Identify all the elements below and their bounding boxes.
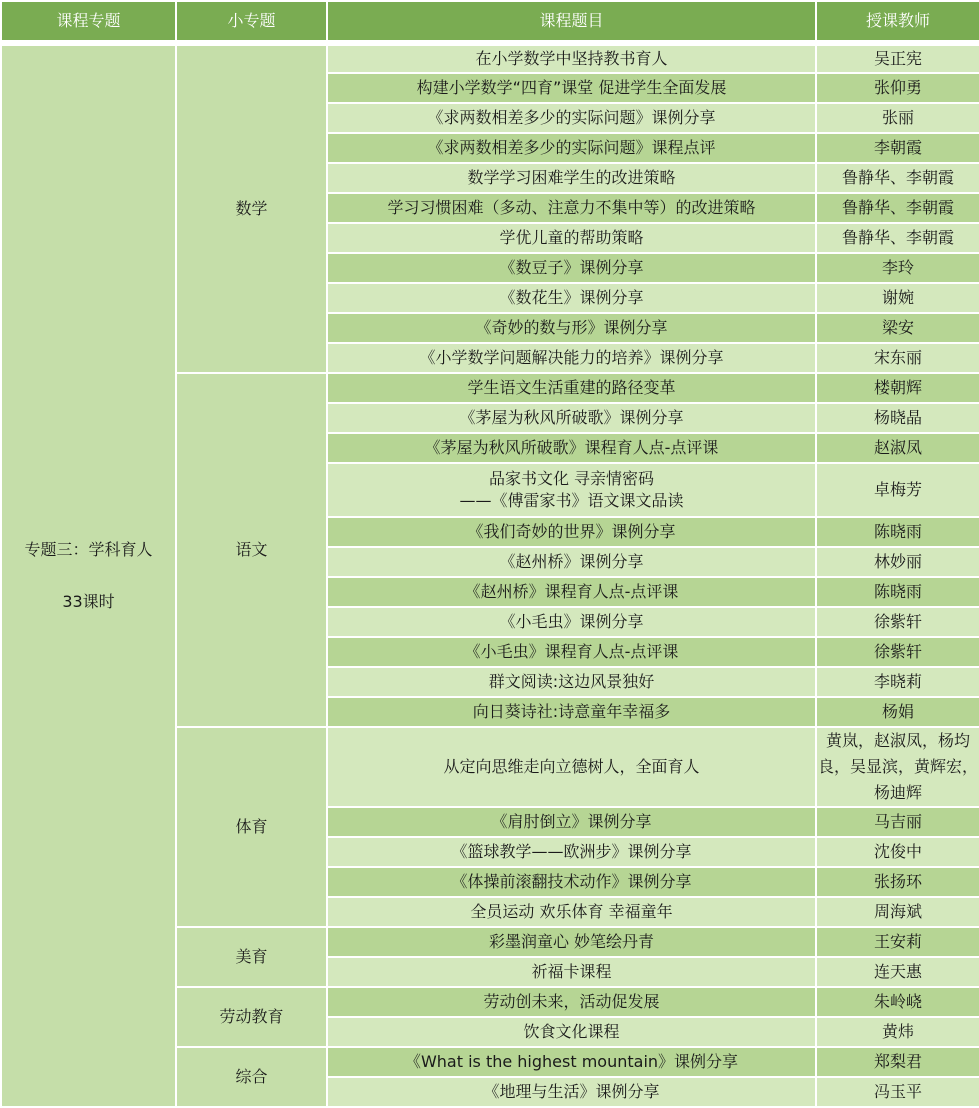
teacher-cell: 宋东丽	[816, 343, 979, 373]
teacher-cell: 杨晓晶	[816, 403, 979, 433]
course-title: 《篮球教学——欧洲步》课例分享	[451, 842, 692, 861]
course-title: 《数豆子》课例分享	[499, 258, 644, 277]
course-title-cell	[327, 607, 816, 637]
course-title-line2: ——《傅雷家书》语文课文品读	[459, 491, 684, 510]
teacher-cell: 张丽	[816, 103, 979, 133]
course-title-cell	[327, 837, 816, 867]
course-title-cell	[327, 637, 816, 667]
course-title-cell	[327, 697, 816, 727]
teacher-cell: 徐紫轩	[816, 637, 979, 667]
course-title-cell	[327, 463, 816, 517]
course-title-cell	[327, 867, 816, 897]
teacher-cell: 李玲	[816, 253, 979, 283]
teacher-cell: 郑梨君	[816, 1047, 979, 1077]
teacher-cell: 林妙丽	[816, 547, 979, 577]
course-title-cell	[327, 403, 816, 433]
course-title-cell	[327, 73, 816, 103]
teacher-cell: 李晓莉	[816, 667, 979, 697]
teacher-cell: 楼朝辉	[816, 373, 979, 403]
course-title-cell	[327, 373, 816, 403]
course-title-cell	[327, 163, 816, 193]
course-title: 《小毛虫》课程育人点-点评课	[464, 642, 679, 661]
course-title-cell	[327, 987, 816, 1017]
teacher-cell: 黄岚，赵淑凤，杨均良，吴显滨，黄辉宏，杨迪辉	[816, 727, 979, 807]
course-title: 《求两数相差多少的实际问题》课例分享	[427, 108, 716, 127]
course-title: 《数花生》课例分享	[499, 288, 644, 307]
course-title-cell	[327, 547, 816, 577]
teacher-cell: 陈晓雨	[816, 577, 979, 607]
course-title: 《体操前滚翻技术动作》课例分享	[451, 872, 692, 891]
course-title-cell	[327, 927, 816, 957]
course-title-cell	[327, 433, 816, 463]
course-title-cell	[327, 1077, 816, 1107]
course-title: 向日葵诗社:诗意童年幸福多	[472, 702, 671, 721]
course-title-cell	[327, 283, 816, 313]
course-title: 品家书文化 寻亲情密码	[488, 469, 655, 488]
subtopic-cell: 数学	[176, 43, 327, 373]
course-title-cell	[327, 103, 816, 133]
header-title: 课程题目	[327, 1, 816, 43]
teacher-cell: 赵淑凤	[816, 433, 979, 463]
course-title-cell	[327, 133, 816, 163]
course-title-cell	[327, 223, 816, 253]
course-title: 《肩肘倒立》课例分享	[491, 812, 652, 831]
teacher-cell: 陈晓雨	[816, 517, 979, 547]
course-title: 学优儿童的帮助策略	[499, 228, 644, 247]
course-title: 《赵州桥》课例分享	[499, 552, 644, 571]
course-title: 学习习惯困难（多动、注意力不集中等）的改进策略	[387, 198, 756, 217]
course-title: 《奇妙的数与形》课例分享	[475, 318, 668, 337]
course-title: 群文阅读:这边风景独好	[488, 672, 655, 691]
teacher-cell: 王安莉	[816, 927, 979, 957]
teacher-cell: 徐紫轩	[816, 607, 979, 637]
subtopic-cell: 综合	[176, 1047, 327, 1107]
course-title-cell	[327, 897, 816, 927]
teacher-cell: 梁安	[816, 313, 979, 343]
course-title: 数学学习困难学生的改进策略	[467, 168, 676, 187]
teacher-cell: 黄炜	[816, 1017, 979, 1047]
course-title-cell	[327, 667, 816, 697]
course-title: 祈福卡课程	[531, 962, 612, 981]
course-title-cell	[327, 957, 816, 987]
course-title-cell	[327, 727, 816, 807]
course-title: 构建小学数学“四育”课堂 促进学生全面发展	[416, 78, 727, 97]
teacher-cell: 鲁静华、李朝霞	[816, 163, 979, 193]
course-title-cell	[327, 343, 816, 373]
course-title: 《小学数学问题解决能力的培养》课例分享	[419, 348, 724, 367]
header-teacher: 授课教师	[816, 1, 979, 43]
teacher-cell: 张扬环	[816, 867, 979, 897]
header-row	[1, 1, 979, 43]
teacher-cell: 吴正宪	[816, 43, 979, 73]
course-title: 彩墨润童心 妙笔绘丹青	[488, 932, 655, 951]
teacher-cell: 鲁静华、李朝霞	[816, 193, 979, 223]
course-title-cell	[327, 1047, 816, 1077]
course-title: 全员运动 欢乐体育 幸福童年	[470, 902, 673, 921]
course-title: 《What is the highest mountain》课例分享	[404, 1052, 739, 1071]
course-title-cell	[327, 807, 816, 837]
teacher-cell: 谢婉	[816, 283, 979, 313]
subtopic-cell: 体育	[176, 727, 327, 927]
course-title: 在小学数学中坚持教书育人	[475, 49, 668, 68]
course-title-cell	[327, 1017, 816, 1047]
topic-cell	[1, 43, 176, 1107]
course-title-cell	[327, 313, 816, 343]
teacher-cell: 张仰勇	[816, 73, 979, 103]
teacher-cell: 卓梅芳	[816, 463, 979, 517]
course-title: 《地理与生活》课例分享	[483, 1082, 660, 1101]
course-title-cell	[327, 577, 816, 607]
teacher-cell: 鲁静华、李朝霞	[816, 223, 979, 253]
teacher-cell: 李朝霞	[816, 133, 979, 163]
subtopic-cell: 劳动教育	[176, 987, 327, 1047]
teacher-cell: 朱岭峣	[816, 987, 979, 1017]
course-title: 《茅屋为秋风所破歌》课程育人点-点评课	[424, 438, 719, 457]
course-title: 《我们奇妙的世界》课例分享	[467, 522, 676, 541]
subtopic-cell: 语文	[176, 373, 327, 727]
teacher-cell: 杨娟	[816, 697, 979, 727]
topic-name: 专题三：学科育人	[24, 540, 153, 559]
course-title: 从定向思维走向立德树人，全面育人	[443, 757, 700, 776]
course-title: 《求两数相差多少的实际问题》课程点评	[427, 138, 716, 157]
course-title: 学生语文生活重建的路径变革	[467, 378, 676, 397]
course-title: 《赵州桥》课程育人点-点评课	[464, 582, 679, 601]
teacher-cell: 马吉丽	[816, 807, 979, 837]
topic-hours: 33课时	[62, 592, 115, 611]
course-title: 《小毛虫》课例分享	[499, 612, 644, 631]
course-title: 劳动创未来，活动促发展	[483, 992, 660, 1011]
teacher-cell: 冯玉平	[816, 1077, 979, 1107]
course-title-cell	[327, 517, 816, 547]
header-topic: 课程专题	[1, 1, 176, 43]
table-row	[1, 43, 979, 73]
course-title: 《茅屋为秋风所破歌》课例分享	[459, 408, 684, 427]
teacher-cell: 沈俊中	[816, 837, 979, 867]
course-title-cell	[327, 193, 816, 223]
course-title: 饮食文化课程	[523, 1022, 620, 1041]
teacher-cell: 连天惠	[816, 957, 979, 987]
header-subtopic: 小专题	[176, 1, 327, 43]
course-title-cell	[327, 253, 816, 283]
teacher-cell: 周海斌	[816, 897, 979, 927]
subtopic-cell: 美育	[176, 927, 327, 987]
course-title-cell	[327, 43, 816, 73]
